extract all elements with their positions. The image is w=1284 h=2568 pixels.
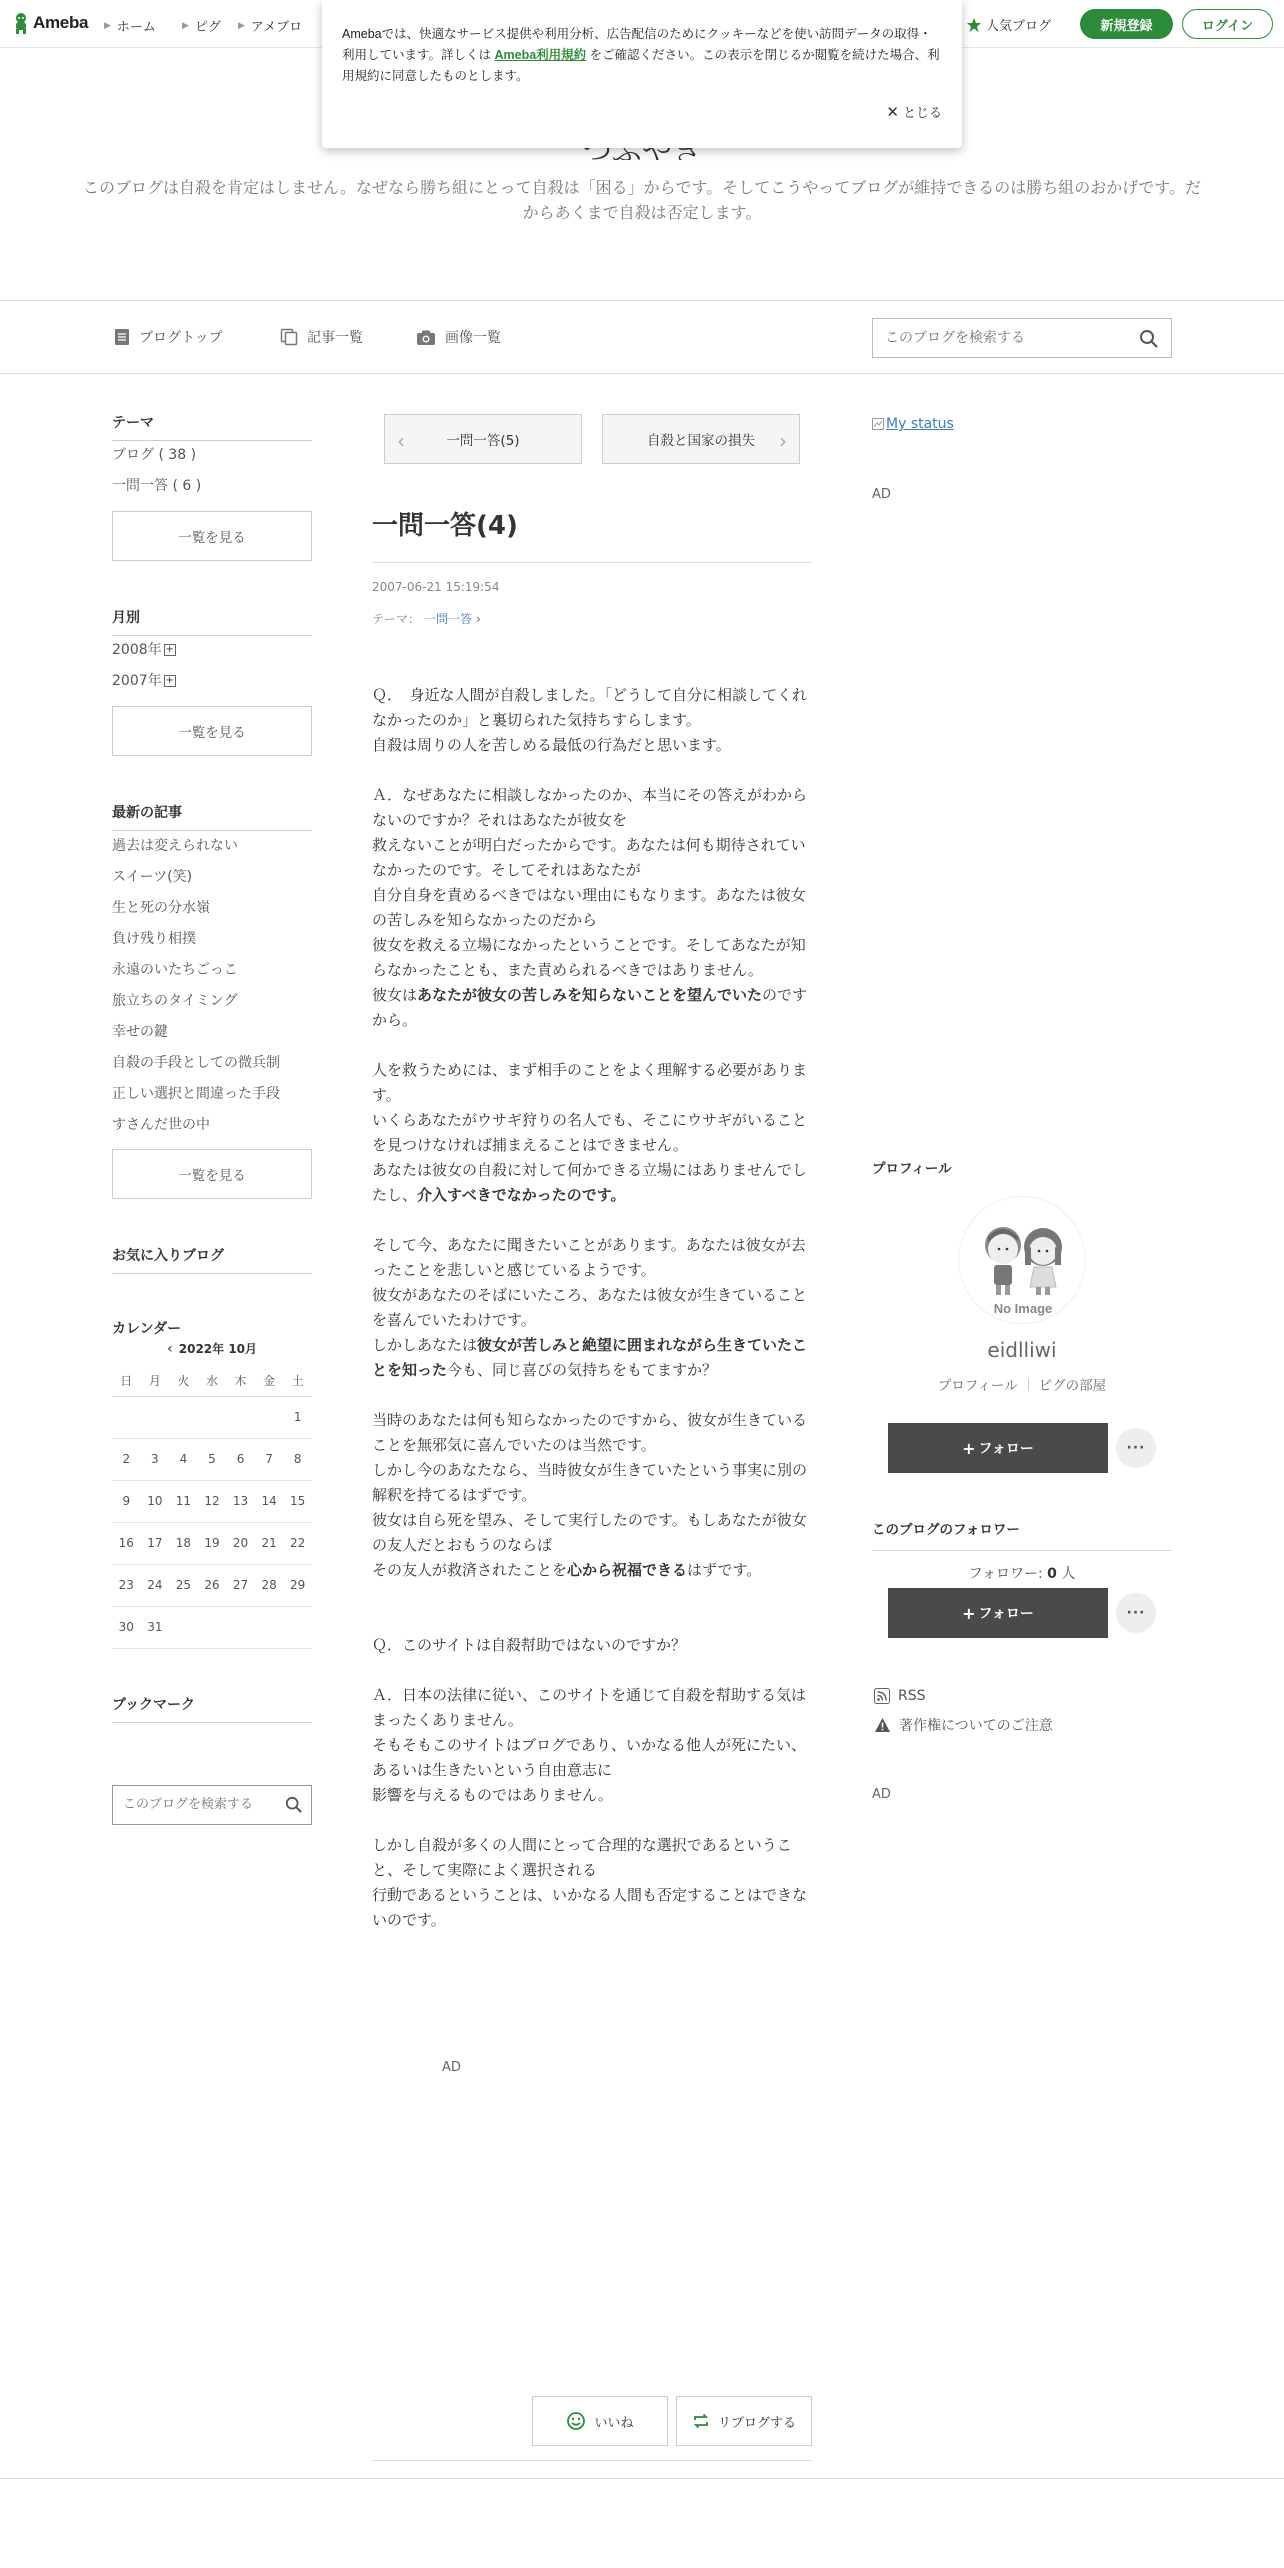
calendar-day: 4 [169, 1438, 198, 1480]
body-text: しかし自殺が多くの人間にとって合理的な選択であるということ、そして実際によく選択される [372, 1836, 792, 1879]
recent-more-button[interactable]: 一覧を見る [112, 1149, 312, 1199]
subnav-blog-top[interactable]: ブログトップ [114, 327, 223, 347]
calendar-day [226, 1606, 255, 1648]
entry-paragraph [372, 1108, 812, 1158]
body-text: 行動であるということは、いかなる人間も否定することはできないのです。 [372, 1886, 808, 1929]
search-icon[interactable] [285, 1796, 303, 1818]
body-text: 人を救うためには、まず相手のことをよく理解する必要があります。 [372, 1061, 808, 1104]
weekday-label: 土 [283, 1366, 312, 1396]
bookmark-heading: ブックマーク [112, 1694, 312, 1723]
monthly-heading: 月別 [112, 607, 312, 636]
calendar-day: 9 [112, 1480, 141, 1522]
body-text: Ａ．日本の法律に従い、このサイトを通じて自殺を幇助する気はまったくありません。 [372, 1686, 806, 1729]
calendar-week [112, 1522, 312, 1564]
rss-link[interactable]: RSS [874, 1688, 926, 1704]
ameba-mascot-icon [12, 12, 30, 34]
chevron-right-icon: ▶ [182, 20, 189, 30]
blog-search-box [872, 318, 1172, 358]
calendar-week [112, 1396, 312, 1438]
emphasis-text: 彼女が苦しみと絶望に囲まれながら生きていたことを知った [372, 1336, 808, 1379]
subnav-image-list[interactable]: 画像一覧 [416, 327, 501, 347]
reblog-button[interactable]: リブログする [676, 2396, 812, 2446]
nav-home[interactable]: ▶ ホーム [104, 19, 156, 34]
entry-paragraph [372, 1783, 812, 1808]
calendar-day [198, 1606, 227, 1648]
calendar-day: 28 [255, 1564, 284, 1606]
ad-label: AD [442, 2060, 461, 2075]
theme-heading: テーマ [112, 412, 312, 441]
body-text: 救えないことが明白だったからです。あなたは何も期待されていなかったのです。そしてそれはあなたが [372, 836, 806, 879]
calendar-day [283, 1606, 312, 1648]
follow-button[interactable]: + フォロー [888, 1423, 1108, 1473]
calendar-day [169, 1396, 198, 1438]
calendar-day [226, 1396, 255, 1438]
calendar-day [169, 1606, 198, 1648]
expand-icon[interactable]: + [165, 675, 174, 686]
body-text: はずです。 [687, 1561, 762, 1579]
calendar-day [198, 1396, 227, 1438]
weekday-label: 木 [226, 1366, 255, 1396]
calendar-heading: カレンダー [112, 1321, 182, 1337]
entry-paragraph [372, 1158, 812, 1208]
calendar-day: 27 [226, 1564, 255, 1606]
calendar-day: 18 [169, 1522, 198, 1564]
cookie-consent-popup [322, 0, 962, 148]
calendar-day: 6 [226, 1438, 255, 1480]
month-2007[interactable]: 2007年 + [112, 673, 174, 689]
theme-link-qa[interactable]: 一問一答 ( 6 ) [112, 478, 202, 494]
body-text: しかしあなたは [372, 1336, 478, 1354]
calendar-day: 24 [141, 1564, 170, 1606]
my-status-image-link[interactable]: My status [872, 416, 954, 432]
calendar-day: 5 [198, 1438, 227, 1480]
entry-paragraph [372, 1633, 812, 1658]
blog-description: このブログは自殺を肯定はしません。なぜなら勝ち組にとって自殺は「困る」からです。そしてこうやってブログが維持できるのは勝ち組のおかげです。だからあくまで自殺は否定します。 [83, 178, 1201, 222]
plus-icon: + [962, 1438, 976, 1458]
calendar-day: 23 [112, 1564, 141, 1606]
entry-paragraph [372, 1733, 812, 1783]
like-button[interactable]: いいね [532, 2396, 668, 2446]
weekday-label: 金 [255, 1366, 284, 1396]
smile-icon [566, 2411, 586, 2431]
body-text: そして今、あなたに聞きたいことがあります。あなたは彼女が去ったことを悲しいと感じているようです。 [372, 1236, 806, 1279]
body-text: 彼女があなたのそばにいたころ、あなたは彼女が生きていることを喜んでいたわけです。 [372, 1286, 808, 1329]
cookie-close-button[interactable]: ✕ とじる [886, 103, 942, 121]
emphasis-text: 心から祝福できる [567, 1561, 688, 1579]
followers-heading: このブログのフォロワー [872, 1518, 1172, 1551]
calendar-day: 20 [226, 1522, 255, 1564]
crown-icon [966, 17, 982, 33]
profile-heading: プロフィール [872, 1161, 952, 1177]
expand-icon[interactable]: + [165, 644, 174, 655]
profile-link[interactable]: プロフィール [937, 1378, 1018, 1394]
body-text: いくらあなたがウサギ狩りの名人でも、そこにウサギがいることを見つけなければ捕まえることはできません。 [372, 1111, 808, 1154]
calendar-week [112, 1438, 312, 1480]
body-text: その友人が救済されたことを [372, 1561, 568, 1579]
entry-paragraph [372, 1208, 812, 1233]
body-text: 当時のあなたは何も知らなかったのですから、彼女が生きていることを無邪気に喜んでいたのは当然です。 [372, 1411, 808, 1454]
calendar-day [112, 1396, 141, 1438]
entry-paragraph [372, 1408, 812, 1458]
recent-item[interactable]: 幸せの鍵 [112, 1024, 168, 1040]
calendar-day: 8 [283, 1438, 312, 1480]
entry-paragraph [372, 683, 812, 733]
entry-date: 2007-06-21 15:19:54 [372, 580, 500, 594]
blog-subnav [0, 300, 1284, 374]
chevron-left-icon[interactable]: ‹ [166, 1340, 173, 1357]
recent-item[interactable]: 旅立ちのタイミング [112, 993, 238, 1009]
recent-item[interactable]: 正しい選択と間違った手段 [112, 1086, 280, 1102]
calendar-body [112, 1396, 312, 1648]
entry-theme-link[interactable]: 一問一答 [424, 612, 473, 626]
weekday-label: 月 [141, 1366, 170, 1396]
body-text: 自分自身を責めるべきではない理由にもなります。あなたは彼女の苦しみを知らなかったのだから [372, 886, 806, 929]
entry-title[interactable]: 一問一答(4) [372, 505, 812, 563]
calendar-day: 25 [169, 1564, 198, 1606]
emphasis-text: 介入すべきでなかったのです。 [417, 1186, 626, 1204]
recent-item[interactable]: スイーツ(笑) [112, 869, 193, 885]
search-icon[interactable] [1139, 329, 1159, 353]
body-text: しかし今のあなたなら、当時彼女が生きていたという事実に別の解釈を持てるはずです。 [372, 1461, 808, 1504]
no-image-illustration [959, 1197, 1086, 1324]
emphasis-text: あなたが彼女の苦しみを知らないことを望んでいた [417, 986, 763, 1004]
body-text: 彼女は自ら死を望み、そして実行したのです。もしあなたが彼女の友人だとおもうのならば [372, 1511, 807, 1554]
popular-blogs-link[interactable]: 人気ブログ [966, 15, 1051, 34]
profile-links [872, 1374, 1172, 1394]
entry-paragraph [372, 933, 812, 983]
entry-paragraph [372, 1333, 812, 1383]
logo-text: Ameba [33, 13, 89, 32]
calendar-day: 19 [198, 1522, 227, 1564]
no-image-text: No Image [993, 1301, 1053, 1316]
close-icon: ✕ [886, 103, 899, 121]
login-button[interactable]: ログイン [1182, 9, 1273, 39]
recent-item[interactable]: 過去は変えられない [112, 838, 238, 854]
entry-paragraph [372, 733, 812, 758]
ad-label: AD [872, 1787, 891, 1802]
calendar-day [255, 1396, 284, 1438]
body-text: 彼女は [372, 986, 418, 1004]
body-text: 影響を与えるものではありません。 [372, 1786, 613, 1804]
divider [372, 2460, 812, 2461]
calendar-day [255, 1606, 284, 1648]
chevron-right-icon: ▶ [238, 20, 245, 30]
nav-pigg[interactable]: ▶ ピグ [182, 19, 221, 34]
sidebar-search-box [112, 1785, 312, 1825]
recent-item[interactable]: 自殺の手段としての微兵制 [112, 1055, 280, 1071]
pig-room-link[interactable]: ピグの部屋 [1038, 1378, 1107, 1394]
chevron-right-icon: ▶ [104, 20, 111, 30]
calendar-day: 17 [141, 1522, 170, 1564]
signup-button[interactable]: 新規登録 [1080, 9, 1173, 39]
favorites-heading: お気に入りブログ [112, 1245, 312, 1274]
recent-item[interactable]: 永遠のいたちごっこ [112, 962, 238, 978]
entry-paragraph [372, 1458, 812, 1508]
monthly-more-button[interactable]: 一覧を見る [112, 706, 312, 756]
entry-paragraph [372, 1058, 812, 1108]
entry-paragraph [372, 1283, 812, 1333]
entry-paragraph [372, 783, 812, 833]
calendar-day: 1 [283, 1396, 312, 1438]
entry-paragraph [372, 1033, 812, 1058]
body-text: 今も、同じ喜びの気持ちをもてますか？ [447, 1361, 718, 1379]
more-options-button[interactable] [1116, 1593, 1156, 1633]
weekday-label: 火 [169, 1366, 198, 1396]
theme-more-button[interactable]: 一覧を見る [112, 511, 312, 561]
body-text: 自殺は周りの人を苦しめる最低の行為だと思います。 [372, 736, 731, 754]
weekday-label: 水 [198, 1366, 227, 1396]
calendar-week [112, 1564, 312, 1606]
next-entry-button[interactable]: 自殺と国家の損失 › [602, 414, 800, 464]
calendar-day: 30 [112, 1606, 141, 1648]
entry-paragraph [372, 1383, 812, 1408]
calendar-day: 31 [141, 1606, 170, 1648]
entry-paragraph [372, 1833, 812, 1883]
chevron-left-icon: ‹ [397, 429, 405, 453]
calendar-day: 13 [226, 1480, 255, 1522]
terms-link[interactable]: Ameba利用規約 [494, 48, 587, 62]
entry-paragraph [372, 983, 812, 1033]
calendar-day: 3 [141, 1438, 170, 1480]
body-text: Ｑ．このサイトは自殺幇助ではないのですか？ [372, 1636, 686, 1654]
ellipsis-icon: ··· [1126, 1605, 1146, 1621]
entry-paragraph [372, 1883, 812, 1933]
body-text: Ｑ． 身近な人間が自殺しました。「どうして自分に相談してくれなかったのか」と裏切られた気持ちすらします。 [372, 686, 808, 729]
calendar-month-title: ‹ 2022年 10月 [166, 1340, 258, 1357]
entry-paragraph [372, 833, 812, 883]
prev-entry-button[interactable]: ‹ 一問一答(5) [384, 414, 582, 464]
copy-icon [280, 328, 298, 346]
month-2008[interactable]: 2008年 + [112, 642, 174, 658]
calendar-day [141, 1396, 170, 1438]
calendar-day: 7 [255, 1438, 284, 1480]
plus-icon: + [962, 1603, 976, 1623]
body-text: のですから。 [372, 986, 808, 1029]
body-text: そもそもこのサイトはブログであり、いかなる他人が死にたい、あるいは生きたいという自由意志に [372, 1736, 806, 1779]
entry-paragraph [372, 1808, 812, 1833]
calendar-day: 14 [255, 1480, 284, 1522]
follower-count-value: 0 [1047, 1566, 1057, 1582]
calendar-week [112, 1480, 312, 1522]
divider [1028, 1378, 1029, 1391]
follow-button-secondary[interactable]: + フォロー [888, 1588, 1108, 1638]
rss-icon [874, 1688, 890, 1704]
theme-link-blog[interactable]: ブログ ( 38 ) [112, 447, 197, 463]
ameba-logo[interactable] [12, 12, 88, 34]
calendar-day: 2 [112, 1438, 141, 1480]
entry-paragraph [372, 1558, 812, 1583]
camera-icon [416, 329, 436, 346]
entry-body [372, 683, 812, 1933]
divider [0, 2478, 1284, 2479]
weekday-label: 日 [112, 1366, 141, 1396]
calendar-day: 12 [198, 1480, 227, 1522]
subnav-article-list[interactable]: 記事一覧 [280, 327, 363, 347]
entry-paragraph [372, 1508, 812, 1558]
nav-ameblo[interactable]: ▶ アメブロ [238, 19, 303, 34]
follower-count: フォロワー: 0 人 [968, 1566, 1076, 1582]
chevron-right-icon: › [779, 429, 787, 453]
calendar-day: 22 [283, 1522, 312, 1564]
entry-paragraph [372, 883, 812, 933]
calendar-day: 16 [112, 1522, 141, 1564]
ad-label: AD [872, 487, 891, 502]
warning-icon [874, 1717, 891, 1733]
document-icon [114, 328, 130, 346]
sidebar-search-input[interactable] [113, 1786, 273, 1822]
recent-heading: 最新の記事 [112, 802, 312, 831]
recent-item[interactable]: 生と死の分水嶺 [112, 900, 210, 916]
avatar[interactable] [958, 1196, 1086, 1324]
calendar-day: 29 [283, 1564, 312, 1606]
cookie-message: Amebaでは、快適なサービス提供や利用分析、広告配信のためにクッキーなどを使い訪問データの取得・利用しています。詳しくは Ameba利用規約 をご確認ください。この表示を閉じるか閲覧を続けた場合、利用規約に同意したものとします。 [342, 27, 940, 83]
calendar-day: 10 [141, 1480, 170, 1522]
reblog-icon [692, 2412, 710, 2430]
broken-image-icon [872, 418, 884, 430]
blog-search-input[interactable] [873, 319, 1113, 357]
calendar-day: 26 [198, 1564, 227, 1606]
entry-paragraph [372, 758, 812, 783]
calendar-day: 15 [283, 1480, 312, 1522]
calendar-day: 21 [255, 1522, 284, 1564]
entry-paragraph [372, 1233, 812, 1283]
entry-paragraph [372, 1608, 812, 1633]
body-text: Ａ．なぜあなたに相談しなかったのか、本当にその答えがわからないのですか？それはあなたが彼女を [372, 786, 808, 829]
recent-item[interactable]: 負け残り相撲 [112, 931, 196, 947]
profile-username[interactable]: eidlliwi [987, 1338, 1057, 1362]
recent-item[interactable]: すさんだ世の中 [112, 1117, 210, 1133]
body-text: あなたは彼女の自殺に対して何かできる立場にはありませんでしたし、 [372, 1161, 808, 1204]
entry-paragraph [372, 1583, 812, 1608]
calendar-day: 11 [169, 1480, 198, 1522]
ellipsis-icon: ··· [1126, 1440, 1146, 1456]
body-text: 彼女を救える立場になかったということです。そしてあなたが知らなかったことも、また責められるべきではありません。 [372, 936, 806, 979]
entry-paragraph [372, 1658, 812, 1683]
entry-theme: テーマ： 一問一答 › [372, 611, 481, 626]
chevron-right-icon: › [476, 611, 481, 626]
calendar-table [112, 1366, 312, 1649]
more-options-button[interactable] [1116, 1428, 1156, 1468]
calendar-week [112, 1606, 312, 1648]
copyright-notice-link[interactable]: 著作権についてのご注意 [874, 1715, 1053, 1735]
entry-paragraph [372, 1683, 812, 1733]
